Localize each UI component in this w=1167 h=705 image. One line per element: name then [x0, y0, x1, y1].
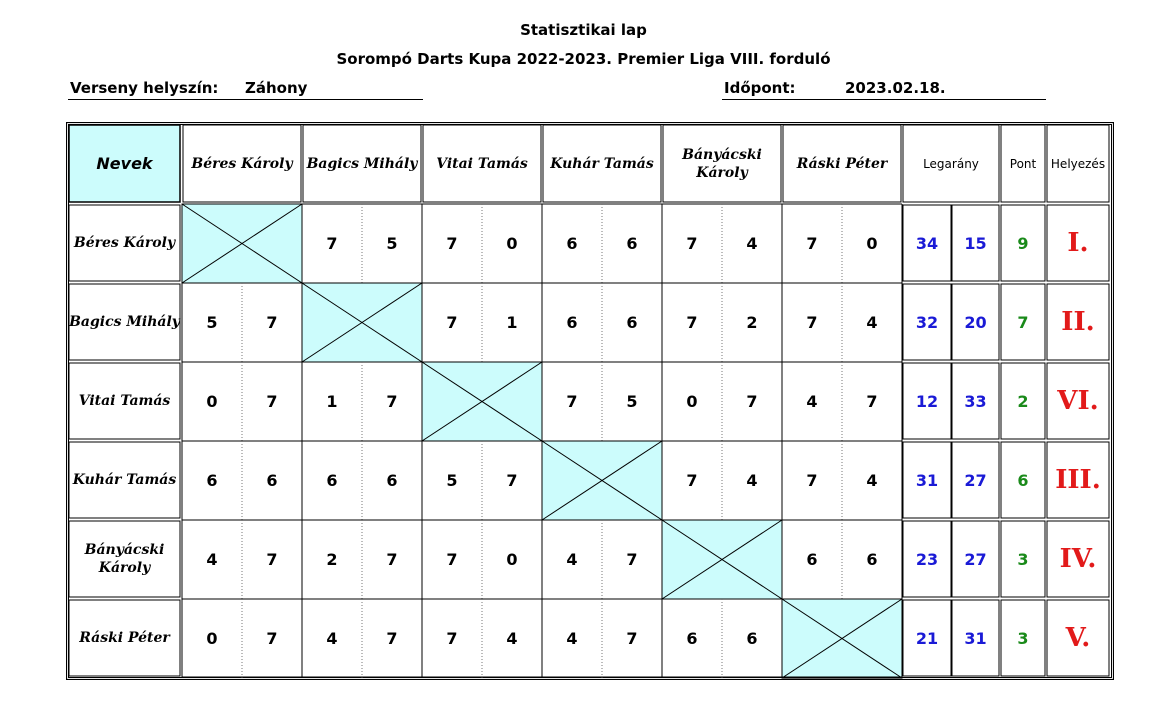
score-left: 7	[686, 313, 698, 332]
score-left: 0	[686, 392, 698, 411]
venue-underline	[68, 99, 423, 100]
score-right: 6	[266, 471, 278, 490]
score-right: 4	[746, 234, 758, 253]
score-right: 7	[866, 392, 878, 411]
points: 7	[1017, 312, 1029, 332]
score-left: 7	[446, 234, 458, 253]
score-right: 4	[746, 471, 758, 490]
score-right: 7	[746, 392, 758, 411]
pont-header: Pont	[1009, 156, 1037, 171]
score-left: 1	[326, 392, 338, 411]
row-name: Béres Károly	[73, 235, 176, 251]
column-header-0: Béres Károly	[191, 155, 293, 172]
score-right: 1	[506, 313, 518, 332]
score-right: 7	[266, 629, 278, 648]
score-right: 4	[506, 629, 518, 648]
score-right: 7	[386, 550, 398, 569]
legs-won: 23	[915, 549, 939, 569]
points: 9	[1017, 233, 1029, 253]
score-left: 7	[686, 234, 698, 253]
score-left: 4	[566, 629, 578, 648]
score-left: 4	[806, 392, 818, 411]
score-right: 4	[866, 313, 878, 332]
score-right: 5	[386, 234, 398, 253]
score-left: 7	[806, 234, 818, 253]
points: 2	[1017, 391, 1029, 411]
page-subtitle: Sorompó Darts Kupa 2022-2023. Premier Liga VIII. forduló	[336, 50, 831, 68]
rank: V.	[1065, 623, 1091, 653]
score-left: 4	[206, 550, 218, 569]
legs-won: 32	[915, 312, 939, 332]
score-left: 5	[446, 471, 458, 490]
row-name: Bagics Mihály	[69, 314, 180, 330]
score-left: 0	[206, 392, 218, 411]
row-name: Kuhár Tamás	[72, 472, 177, 488]
date-value: 2023.02.18.	[845, 79, 946, 97]
score-right: 6	[626, 234, 638, 253]
page-title: Statisztikai lap	[520, 21, 647, 39]
legs-lost: 15	[964, 233, 987, 253]
score-right: 6	[746, 629, 758, 648]
helyezes-header: Helyezés	[1050, 156, 1106, 171]
venue-value: Záhony	[245, 79, 308, 97]
date-label: Időpont:	[724, 79, 796, 97]
row-name: Vitai Tamás	[78, 393, 171, 409]
score-left: 6	[566, 313, 578, 332]
column-header-1: Bagics Mihály	[306, 155, 418, 172]
score-right: 7	[266, 313, 278, 332]
row-name: Ráski Péter	[79, 630, 170, 646]
legs-lost: 33	[964, 391, 987, 411]
score-right: 6	[866, 550, 878, 569]
score-left: 7	[806, 471, 818, 490]
legarany-header: Legarány	[923, 156, 979, 171]
score-right: 2	[746, 313, 758, 332]
points: 6	[1017, 470, 1029, 490]
rank: II.	[1061, 307, 1095, 337]
score-left: 7	[686, 471, 698, 490]
score-left: 7	[446, 629, 458, 648]
score-right: 7	[506, 471, 518, 490]
venue-label: Verseny helyszín:	[70, 79, 219, 97]
column-header-4: Bányácski Károly	[682, 146, 762, 181]
column-header-2: Vitai Tamás	[436, 155, 528, 172]
score-right: 7	[626, 550, 638, 569]
rank: I.	[1067, 228, 1089, 258]
score-right: 4	[866, 471, 878, 490]
score-left: 7	[446, 313, 458, 332]
column-header-5: Ráski Péter	[796, 155, 888, 172]
score-left: 7	[326, 234, 338, 253]
legs-won: 12	[915, 391, 939, 411]
score-right: 0	[866, 234, 878, 253]
legs-won: 21	[915, 628, 939, 648]
score-right: 0	[506, 550, 518, 569]
score-right: 6	[626, 313, 638, 332]
score-left: 7	[806, 313, 818, 332]
score-right: 7	[386, 392, 398, 411]
score-left: 6	[566, 234, 578, 253]
row-name: Bányácski Károly	[84, 542, 165, 576]
score-left: 6	[806, 550, 818, 569]
legs-lost: 20	[964, 312, 987, 332]
column-header-3: Kuhár Tamás	[550, 155, 654, 172]
points: 3	[1017, 628, 1029, 648]
rank: IV.	[1059, 544, 1097, 574]
score-left: 6	[686, 629, 698, 648]
score-left: 0	[206, 629, 218, 648]
score-right: 7	[626, 629, 638, 648]
score-left: 7	[566, 392, 578, 411]
corner-label: Nevek	[96, 154, 153, 173]
score-right: 5	[626, 392, 638, 411]
score-right: 6	[386, 471, 398, 490]
score-left: 6	[326, 471, 338, 490]
score-right: 0	[506, 234, 518, 253]
score-right: 7	[386, 629, 398, 648]
score-left: 4	[566, 550, 578, 569]
rank: III.	[1055, 465, 1101, 495]
legs-lost: 27	[964, 470, 987, 490]
score-left: 7	[446, 550, 458, 569]
legs-lost: 27	[964, 549, 987, 569]
date-underline	[722, 99, 1046, 100]
score-right: 7	[266, 550, 278, 569]
score-right: 7	[266, 392, 278, 411]
legs-lost: 31	[964, 628, 987, 648]
legs-won: 34	[915, 233, 939, 253]
legs-won: 31	[915, 470, 939, 490]
score-left: 4	[326, 629, 338, 648]
score-left: 5	[206, 313, 218, 332]
score-left: 2	[326, 550, 338, 569]
score-left: 6	[206, 471, 218, 490]
rank: VI.	[1057, 386, 1099, 416]
points: 3	[1017, 549, 1029, 569]
